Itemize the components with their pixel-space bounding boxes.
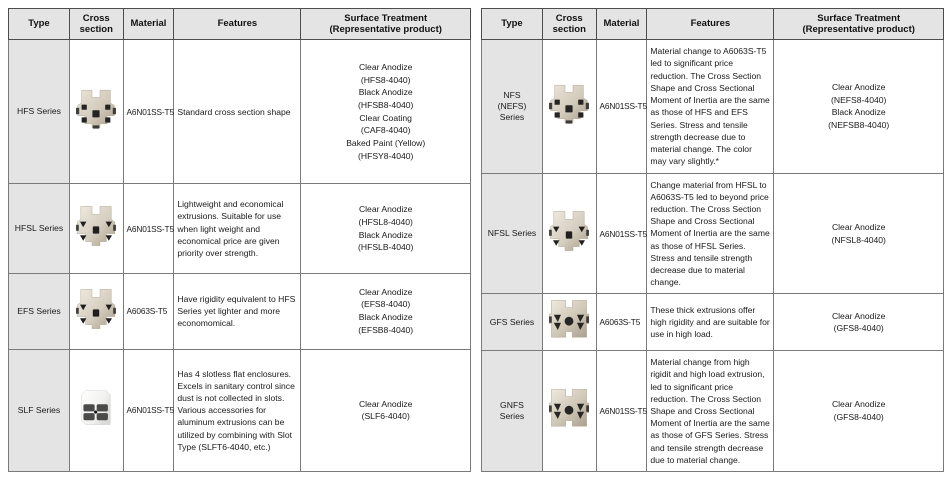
surface-header-line2: (Representative product) (802, 24, 915, 35)
cell-material: A6N01SS-T5 (596, 40, 647, 174)
column-header-type: Type (9, 9, 70, 40)
cell-type: HFSL Series (9, 184, 70, 273)
gfs-profile-icon (549, 298, 589, 342)
surface-treatment-line: (CAF8-4040) (360, 125, 411, 136)
cell-surface-treatment (774, 351, 944, 472)
surface-treatment-line: (GFS8-4040) (833, 323, 884, 334)
cell-surface-treatment (301, 349, 471, 471)
surface-treatment-line: (HFSLB-4040) (358, 242, 414, 253)
surface-treatment-line: Clear Anodize (831, 221, 886, 232)
cell-type: GFS Series (482, 294, 543, 351)
nfs-profile-icon (549, 81, 589, 127)
column-header-features: Features (647, 9, 774, 40)
cross-header-line1: Cross (555, 12, 583, 24)
surface-treatment-line: Black Anodize (358, 229, 413, 240)
surface-treatment-line: (NEFS8-4040) (831, 94, 887, 105)
surface-treatment-line: Clear Anodize (358, 398, 413, 409)
surface-treatment-line: Clear Anodize (831, 81, 886, 92)
nfsl-profile-icon (549, 208, 589, 254)
cell-material: A6063S-T5 (123, 273, 174, 349)
surface-header-line2: (Representative product) (329, 24, 442, 35)
surface-treatment-line: (HFS8-4040) (360, 74, 411, 85)
left-table-head (9, 9, 471, 40)
column-header-material: Material (596, 9, 647, 40)
column-header-type: Type (482, 9, 543, 40)
cell-material: A6063S-T5 (596, 294, 647, 351)
cell-type: HFS Series (9, 40, 70, 184)
cell-cross-section (542, 294, 596, 351)
cell-cross-section (542, 40, 596, 174)
cell-cross-section (69, 40, 123, 184)
surface-treatment-line: (HFSY8-4040) (358, 150, 414, 161)
surface-treatment-line: Clear Anodize (831, 399, 886, 410)
cell-type: NFSL Series (482, 173, 543, 294)
surface-treatment-line: Clear Anodize (831, 310, 886, 321)
cell-material: A6N01SS-T5 (123, 349, 174, 471)
table-row (482, 351, 944, 472)
surface-treatment-line: Clear Anodize (358, 286, 413, 297)
surface-treatment-line: Black Anodize (358, 312, 413, 323)
cross-header-line2: section (552, 24, 586, 35)
cell-features: These thick extrusions offer high rigidity and are suitable for use in high load. (647, 294, 774, 351)
cell-type: NFS (NEFS) Series (482, 40, 543, 174)
surface-treatment-line: Black Anodize (831, 107, 886, 118)
column-header-surface-treatment (301, 9, 471, 40)
table-row (9, 40, 471, 184)
cell-cross-section (69, 349, 123, 471)
cell-surface-treatment (301, 273, 471, 349)
column-header-features: Features (174, 9, 301, 40)
cell-features: Has 4 slotless flat enclosures. Excels in sanitary control since dust is not collected in slots. Various accessories for aluminum extrusions can be utilized by combining with Slot Type (SLFT6-4040, etc.) (174, 349, 301, 471)
cell-features: Material change from high rigidit and high load extrusion, led to significant price reduction. The Cross Section Shape and Cross Sectional Moment of Inertia are the same as those of GFS Series. Stress and tensile strength decrease due to material change. (647, 351, 774, 472)
right-table-body (482, 40, 944, 472)
right-spec-table (481, 8, 944, 472)
cell-features: Standard cross section shape (174, 40, 301, 184)
cell-material: A6N01SS-T5 (123, 184, 174, 273)
cell-features: Lightweight and economical extrusions. Suitable for use when light weight and economical price are given priority over strength. (174, 184, 301, 273)
cell-type: GNFS Series (482, 351, 543, 472)
header-row (9, 9, 471, 40)
surface-treatment-line: (HFSB8-4040) (358, 100, 414, 111)
surface-treatment-line: Clear Coating (359, 112, 412, 123)
surface-treatment-line: Baked Paint (Yellow) (346, 138, 426, 149)
efs-profile-icon (76, 286, 116, 332)
table-row (9, 273, 471, 349)
column-header-surface-treatment (774, 9, 944, 40)
cell-features: Change material from HFSL to A6063S-T5 led to beyond price reduction. The Cross Section Shape and Cross Sectional Moment of Inertia are the same as those of HFSL Series. Stress and tensile strength decrease due to material change. (647, 173, 774, 294)
cross-header-line1: Cross (82, 12, 110, 24)
table-row (482, 40, 944, 174)
cell-material: A6N01SS-T5 (596, 351, 647, 472)
cell-type: EFS Series (9, 273, 70, 349)
surface-treatment-line: (SLF6-4040) (361, 411, 410, 422)
left-table-body (9, 40, 471, 472)
surface-treatment-line: (NEFSB8-4040) (828, 120, 890, 131)
cell-material: A6N01SS-T5 (123, 40, 174, 184)
column-header-cross-section (69, 9, 123, 40)
cell-surface-treatment (774, 40, 944, 174)
surface-treatment-line: Black Anodize (358, 87, 413, 98)
table-row (482, 294, 944, 351)
surface-treatment-line: Clear Anodize (358, 61, 413, 72)
cell-features: Have rigidity equivalent to HFS Series yet lighter and more economomical. (174, 273, 301, 349)
cell-features: Material change to A6063S-T5 led to significant price reduction. The Cross Section Shape and Cross Sectional Moment of Inertia are the same as those of HFS and EFS Series. Stress and tensile strength decrease due to material change. The color may vary slightly.* (647, 40, 774, 174)
column-header-material: Material (123, 9, 174, 40)
slf-profile-icon (79, 382, 113, 434)
cell-cross-section (542, 173, 596, 294)
cell-type: SLF Series (9, 349, 70, 471)
cross-header-line2: section (79, 24, 113, 35)
cell-surface-treatment (301, 184, 471, 273)
surface-treatment-line: (GFS8-4040) (833, 412, 884, 423)
right-table-head (482, 9, 944, 40)
cell-cross-section (69, 273, 123, 349)
header-row (482, 9, 944, 40)
column-header-cross-section (542, 9, 596, 40)
left-spec-table-wrapper (8, 8, 471, 474)
cell-surface-treatment (774, 294, 944, 351)
table-row (482, 173, 944, 294)
right-spec-table-wrapper (481, 8, 944, 474)
left-spec-table (8, 8, 471, 472)
surface-header-line1: Surface Treatment (344, 12, 428, 24)
table-row (9, 349, 471, 471)
cell-cross-section (69, 184, 123, 273)
surface-treatment-line: (HFSL8-4040) (358, 216, 413, 227)
table-row (9, 184, 471, 273)
surface-treatment-line: (EFSB8-4040) (358, 324, 414, 335)
surface-header-line1: Surface Treatment (817, 12, 901, 24)
hfsl-profile-icon (76, 203, 116, 249)
surface-treatment-line: Clear Anodize (358, 204, 413, 215)
cell-surface-treatment (774, 173, 944, 294)
cell-surface-treatment (301, 40, 471, 184)
cell-material: A6N01SS-T5 (596, 173, 647, 294)
cell-cross-section (542, 351, 596, 472)
hfs-profile-icon (76, 86, 116, 132)
gnfs-profile-icon (549, 387, 589, 431)
surface-treatment-line: (NFSL8-4040) (831, 234, 886, 245)
surface-treatment-line: (EFS8-4040) (361, 299, 411, 310)
